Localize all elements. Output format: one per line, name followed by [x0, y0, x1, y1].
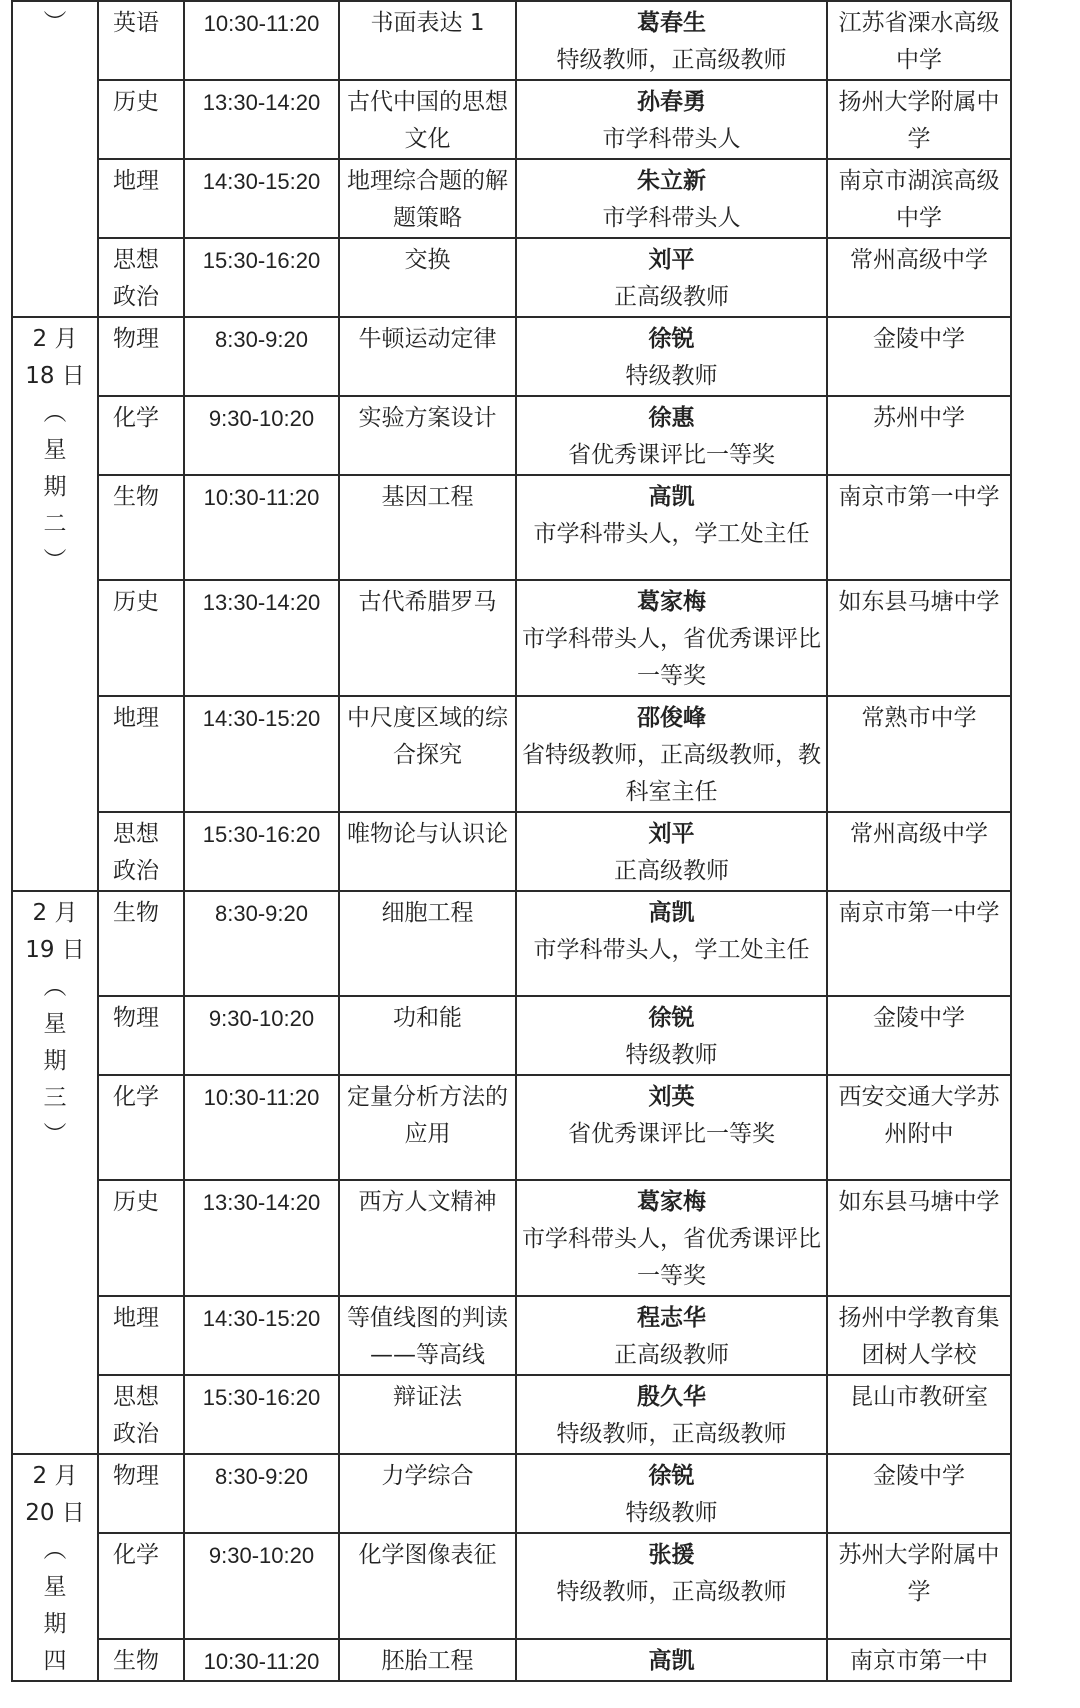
- teacher-title: 特级教师，正高级教师: [556, 1421, 787, 1447]
- topic-cell: 西方人文精神: [339, 1180, 516, 1296]
- teacher-name: 徐锐: [648, 326, 695, 352]
- teacher-name: 刘英: [648, 1084, 695, 1110]
- school-cell: 江苏省溧水高级中学: [827, 1, 1011, 80]
- subject-cell: 英语: [98, 1, 184, 80]
- school-cell: 西安交通大学苏州附中: [827, 1075, 1011, 1180]
- teacher-cell: [516, 812, 827, 891]
- subject-cell: 化学: [98, 1075, 184, 1180]
- date-line: ︶: [43, 548, 67, 574]
- date-cell: [12, 317, 98, 891]
- table-row: [12, 396, 1011, 475]
- teacher-cell: [516, 1375, 827, 1454]
- school-cell: 金陵中学: [827, 996, 1011, 1075]
- teacher-name: 徐惠: [648, 405, 695, 431]
- table-row: [12, 1075, 1011, 1180]
- teacher-title: 正高级教师: [614, 1342, 729, 1368]
- teacher-name: 朱立新: [637, 168, 706, 194]
- topic-cell: 定量分析方法的应用: [339, 1075, 516, 1180]
- teacher-cell: [516, 396, 827, 475]
- subject-cell: 物理: [98, 317, 184, 396]
- teacher-cell: [516, 996, 827, 1075]
- subject-cell: 思想政治: [98, 1375, 184, 1454]
- school-cell: 金陵中学: [827, 1454, 1011, 1533]
- time-cell: 10:30-11:20: [184, 1639, 339, 1681]
- table-row: [12, 238, 1011, 317]
- school-cell: 扬州大学附属中学: [827, 80, 1011, 159]
- table-row: [12, 1180, 1011, 1296]
- teacher-name: 葛家梅: [637, 589, 706, 615]
- teacher-name: 高凯: [648, 484, 695, 510]
- table-row: [12, 1639, 1011, 1681]
- subject-cell: 历史: [98, 580, 184, 696]
- time-cell: 9:30-10:20: [184, 1533, 339, 1638]
- teacher-cell: [516, 1180, 827, 1296]
- date-line: 2 月: [32, 1463, 78, 1489]
- school-cell: 南京市第一中学: [827, 891, 1011, 996]
- teacher-cell: [516, 1533, 827, 1638]
- teacher-name: 殷久华: [637, 1384, 706, 1410]
- topic-cell: 牛顿运动定律: [339, 317, 516, 396]
- date-line: 18 日: [25, 363, 85, 389]
- teacher-name: 徐锐: [648, 1005, 695, 1031]
- school-cell: 常州高级中学: [827, 238, 1011, 317]
- school-cell: 如东县马塘中学: [827, 1180, 1011, 1296]
- teacher-name: 葛春生: [637, 10, 706, 36]
- topic-cell: 古代希腊罗马: [339, 580, 516, 696]
- date-line: 2 月: [32, 326, 78, 352]
- topic-cell: 唯物论与认识论: [339, 812, 516, 891]
- teacher-name: 高凯: [648, 900, 695, 926]
- time-cell: 15:30-16:20: [184, 238, 339, 317]
- teacher-cell: [516, 80, 827, 159]
- table-row: [12, 80, 1011, 159]
- teacher-title: 市学科带头人，学工处主任: [533, 521, 810, 547]
- date-cell: [12, 1, 98, 317]
- teacher-name: 高凯: [648, 1647, 695, 1674]
- date-line: 期: [43, 474, 67, 500]
- topic-cell: 辩证法: [339, 1375, 516, 1454]
- topic-cell: 基因工程: [339, 475, 516, 580]
- subject-cell: 化学: [98, 396, 184, 475]
- teacher-cell: [516, 1075, 827, 1180]
- teacher-cell: [516, 1, 827, 80]
- teacher-cell: [516, 159, 827, 238]
- date-line: 期: [43, 1048, 67, 1074]
- topic-cell: 细胞工程: [339, 891, 516, 996]
- time-cell: 14:30-15:20: [184, 696, 339, 812]
- school-cell: 苏州中学: [827, 396, 1011, 475]
- subject-cell: 思想政治: [98, 812, 184, 891]
- teacher-name: 孙春勇: [637, 89, 706, 115]
- schedule-table: [11, 0, 1012, 1682]
- time-cell: 10:30-11:20: [184, 1, 339, 80]
- table-row: [12, 159, 1011, 238]
- date-line: ︶: [43, 10, 67, 36]
- topic-cell: 交换: [339, 238, 516, 317]
- date-line: ︵: [43, 974, 67, 1000]
- subject-cell: 地理: [98, 1296, 184, 1375]
- subject-cell: 物理: [98, 1454, 184, 1533]
- school-cell: 南京市第一中学: [827, 475, 1011, 580]
- date-line: 星: [43, 1011, 67, 1037]
- topic-cell: 地理综合题的解题策略: [339, 159, 516, 238]
- teacher-title: 省优秀课评比一等奖: [568, 442, 775, 468]
- teacher-title: 特级教师: [625, 1500, 718, 1526]
- topic-cell: 实验方案设计: [339, 396, 516, 475]
- topic-cell: 功和能: [339, 996, 516, 1075]
- date-line: 四: [43, 1648, 67, 1674]
- subject-cell: 地理: [98, 159, 184, 238]
- teacher-title: 市学科带头人: [602, 205, 741, 231]
- teacher-name: 程志华: [637, 1305, 706, 1331]
- topic-cell: 化学图像表征: [339, 1533, 516, 1638]
- time-cell: 13:30-14:20: [184, 580, 339, 696]
- teacher-name: 刘平: [648, 247, 695, 273]
- time-cell: 15:30-16:20: [184, 812, 339, 891]
- time-cell: 14:30-15:20: [184, 1296, 339, 1375]
- time-cell: 9:30-10:20: [184, 396, 339, 475]
- subject-cell: 生物: [98, 475, 184, 580]
- topic-cell: 等值线图的判读——等高线: [339, 1296, 516, 1375]
- subject-cell: 生物: [98, 1639, 184, 1681]
- teacher-title: 特级教师，正高级教师: [556, 1579, 787, 1606]
- time-cell: 8:30-9:20: [184, 1454, 339, 1533]
- topic-cell: 中尺度区域的综合探究: [339, 696, 516, 812]
- teacher-title: 市学科带头人，学工处主任: [533, 937, 810, 963]
- date-line: 19 日: [25, 937, 85, 963]
- school-cell: 常州高级中学: [827, 812, 1011, 891]
- school-cell: 扬州中学教育集团树人学校: [827, 1296, 1011, 1375]
- date-line: ︵: [43, 1537, 67, 1563]
- table-row: [12, 317, 1011, 396]
- date-cell: [12, 1454, 98, 1681]
- date-line: 星: [43, 437, 67, 463]
- date-line: ︶: [43, 1122, 67, 1148]
- teacher-cell: [516, 475, 827, 580]
- topic-cell: 胚胎工程: [339, 1639, 516, 1681]
- date-line: 三: [43, 1085, 67, 1111]
- subject-cell: 物理: [98, 996, 184, 1075]
- date-line: 二: [43, 511, 67, 537]
- table-row: [12, 1533, 1011, 1638]
- teacher-name: 邵俊峰: [637, 705, 706, 731]
- teacher-title: 特级教师: [625, 363, 718, 389]
- schedule-body: [12, 1, 1011, 1681]
- date-line: 2 月: [32, 900, 78, 926]
- subject-cell: 历史: [98, 1180, 184, 1296]
- teacher-title: 正高级教师: [614, 284, 729, 310]
- teacher-cell: [516, 317, 827, 396]
- teacher-cell: [516, 1296, 827, 1375]
- teacher-title: 正高级教师: [614, 858, 729, 884]
- subject-cell: 地理: [98, 696, 184, 812]
- teacher-title: 省优秀课评比一等奖: [568, 1121, 775, 1147]
- date-cell: [12, 891, 98, 1454]
- subject-cell: 化学: [98, 1533, 184, 1638]
- topic-cell: 古代中国的思想文化: [339, 80, 516, 159]
- teacher-cell: [516, 238, 827, 317]
- table-row: [12, 1, 1011, 80]
- school-cell: 如东县马塘中学: [827, 580, 1011, 696]
- teacher-title: 特级教师，正高级教师: [556, 47, 787, 73]
- time-cell: 8:30-9:20: [184, 891, 339, 996]
- school-cell: 金陵中学: [827, 317, 1011, 396]
- table-row: [12, 1375, 1011, 1454]
- teacher-title: 市学科带头人，省优秀课评比一等奖: [522, 626, 821, 689]
- time-cell: 13:30-14:20: [184, 80, 339, 159]
- teacher-cell: [516, 696, 827, 812]
- table-row: [12, 1454, 1011, 1533]
- school-cell: 苏州大学附属中学: [827, 1533, 1011, 1638]
- table-row: [12, 812, 1011, 891]
- table-row: [12, 475, 1011, 580]
- table-row: [12, 580, 1011, 696]
- teacher-title: 市学科带头人，省优秀课评比一等奖: [522, 1226, 821, 1289]
- date-line: 期: [43, 1611, 67, 1637]
- time-cell: 14:30-15:20: [184, 159, 339, 238]
- teacher-name: 刘平: [648, 821, 695, 847]
- date-line: 星: [43, 1574, 67, 1600]
- date-line: 20 日: [25, 1500, 85, 1526]
- time-cell: 10:30-11:20: [184, 475, 339, 580]
- topic-cell: 书面表达 1: [339, 1, 516, 80]
- school-cell: 南京市第一中: [827, 1639, 1011, 1681]
- subject-cell: 思想政治: [98, 238, 184, 317]
- teacher-name: 张援: [648, 1542, 695, 1569]
- school-cell: 昆山市教研室: [827, 1375, 1011, 1454]
- time-cell: 8:30-9:20: [184, 317, 339, 396]
- topic-cell: 力学综合: [339, 1454, 516, 1533]
- time-cell: 9:30-10:20: [184, 996, 339, 1075]
- time-cell: 13:30-14:20: [184, 1180, 339, 1296]
- date-line: ︵: [43, 400, 67, 426]
- table-row: [12, 891, 1011, 996]
- table-row: [12, 1296, 1011, 1375]
- table-row: [12, 696, 1011, 812]
- teacher-cell: [516, 580, 827, 696]
- table-row: [12, 996, 1011, 1075]
- school-cell: 常熟市中学: [827, 696, 1011, 812]
- subject-cell: 生物: [98, 891, 184, 996]
- school-cell: 南京市湖滨高级中学: [827, 159, 1011, 238]
- teacher-title: 特级教师: [625, 1042, 718, 1068]
- time-cell: 10:30-11:20: [184, 1075, 339, 1180]
- subject-cell: 历史: [98, 80, 184, 159]
- teacher-title: 省特级教师，正高级教师，教科室主任: [522, 742, 821, 805]
- teacher-title: 市学科带头人: [602, 126, 741, 152]
- teacher-name: 葛家梅: [637, 1189, 706, 1215]
- teacher-cell: [516, 1639, 827, 1681]
- teacher-cell: [516, 1454, 827, 1533]
- time-cell: 15:30-16:20: [184, 1375, 339, 1454]
- teacher-cell: [516, 891, 827, 996]
- teacher-name: 徐锐: [648, 1463, 695, 1489]
